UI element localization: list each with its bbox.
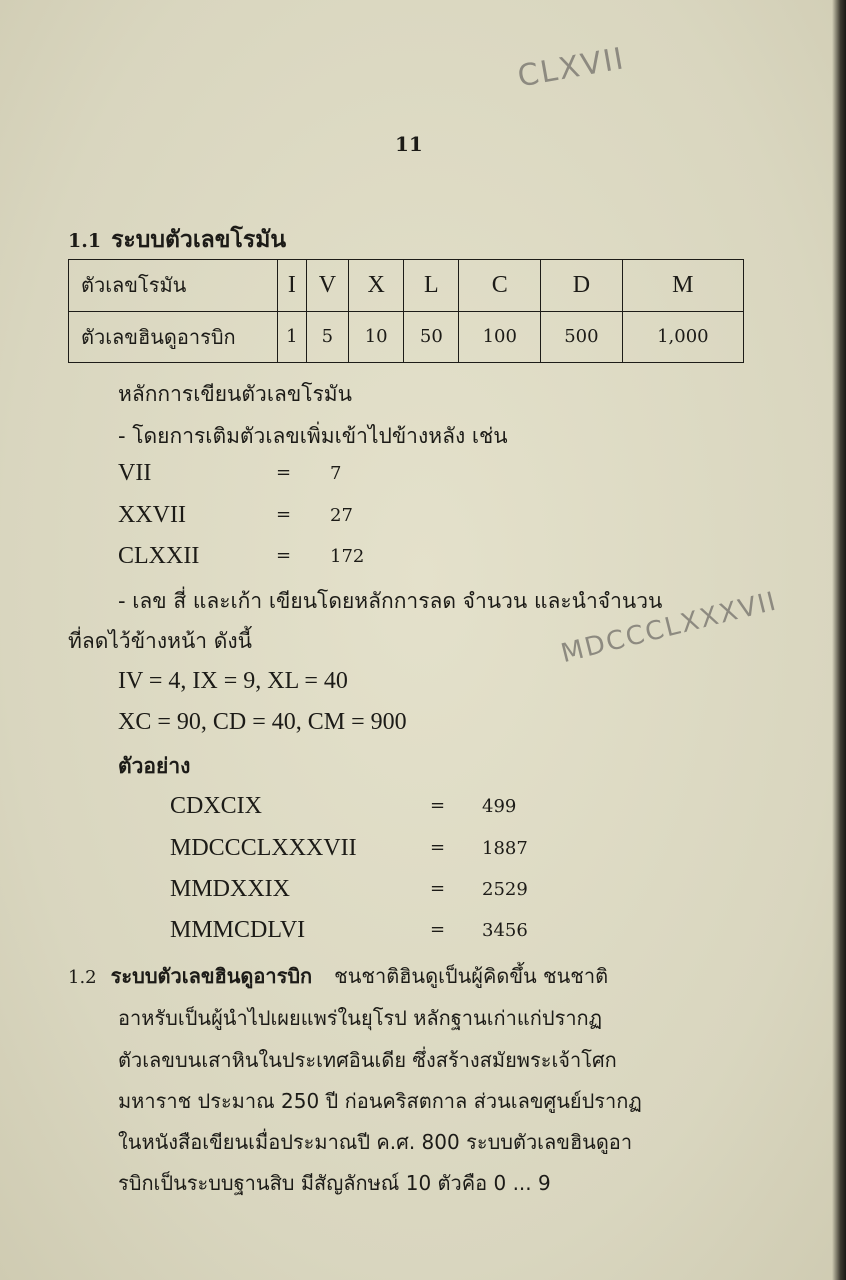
cell-value: 100 — [459, 311, 541, 363]
pencil-note-top: CLXVII — [515, 41, 628, 95]
page-edge-shadow — [832, 0, 846, 1280]
section-1-1-heading — [68, 222, 286, 258]
arabic-value: 1887 — [482, 838, 528, 859]
arabic-value: 27 — [330, 505, 353, 526]
section-1-2-line-5: ในหนังสือเขียนเมื่อประมาณปี ค.ศ. 800 ระบบตัวเลขฮินดูอา — [118, 1130, 633, 1154]
cell-value: 10 — [349, 311, 404, 363]
section-number: 1.2 — [68, 967, 97, 988]
roman-value: XXVII — [118, 502, 186, 528]
paragraph-text: ชนชาติฮินดูเป็นผู้คิดขึ้น ชนชาติ — [334, 964, 609, 988]
section-1-2-line-3: ตัวเลขบนเสาหินในประเทศอินเดีย ซึ่งสร้างสมัยพระเจ้าโศก — [118, 1048, 617, 1072]
cell-value: 1,000 — [622, 311, 743, 363]
arabic-value: 3456 — [482, 920, 528, 941]
section-1-2-line-1 — [68, 960, 608, 992]
examples-heading: ตัวอย่าง — [118, 754, 191, 778]
roman-value: CDXCIX — [170, 793, 263, 819]
cell-roman: D — [541, 260, 623, 312]
rule-subtractive-line-1: - เลข สี่ และเก้า เขียนโดยหลักการลด จำนวน และนำจำนวน — [118, 589, 663, 613]
arabic-value: 499 — [482, 796, 517, 817]
section-1-2-line-2: อาหรับเป็นผู้นำไปเผยแพร่ในยุโรป หลักฐานเก่าแก่ปรากฏ — [118, 1006, 603, 1030]
cell-roman: C — [459, 260, 541, 312]
section-title: ระบบตัวเลขฮินดูอารบิก — [110, 964, 313, 988]
equals-sign: = — [430, 837, 446, 858]
arabic-value: 2529 — [482, 879, 528, 900]
table-row-roman — [69, 260, 744, 312]
pencil-note-middle: MDCCCLXXXVII — [558, 586, 781, 670]
principles-heading: หลักการเขียนตัวเลขโรมัน — [118, 382, 352, 406]
page-number: 11 — [395, 132, 423, 156]
cell-value: 500 — [541, 311, 623, 363]
roman-value: CLXXII — [118, 543, 200, 569]
section-1-2-line-6: รบิกเป็นระบบฐานสิบ มีสัญลักษณ์ 10 ตัวคือ 0 ... 9 — [118, 1171, 551, 1195]
equals-sign: = — [276, 545, 292, 566]
equals-sign: = — [276, 462, 292, 483]
section-number: 1.1 — [68, 230, 102, 252]
roman-value: MDCCCLXXXVII — [170, 835, 357, 861]
rule-additive: - โดยการเติมตัวเลขเพิ่มเข้าไปข้างหลัง เช่น — [118, 424, 508, 448]
cell-roman: I — [278, 260, 307, 312]
equals-sign: = — [276, 504, 292, 525]
equals-sign: = — [430, 919, 446, 940]
equals-sign: = — [430, 795, 446, 816]
subtractive-examples-1: IV = 4, IX = 9, XL = 40 — [118, 668, 348, 694]
equals-sign: = — [430, 878, 446, 899]
table-row-hindu-arabic — [69, 311, 744, 363]
cell-roman: X — [349, 260, 404, 312]
row-label-hindu-arabic: ตัวเลขฮินดูอารบิก — [69, 311, 278, 363]
subtractive-examples-2: XC = 90, CD = 40, CM = 900 — [118, 709, 407, 735]
section-1-2-line-4: มหาราช ประมาณ 250 ปี ก่อนคริสตกาล ส่วนเลขศูนย์ปรากฏ — [118, 1089, 642, 1113]
arabic-value: 172 — [330, 546, 365, 567]
arabic-value: 7 — [330, 463, 342, 484]
cell-value: 50 — [404, 311, 459, 363]
roman-numeral-table — [68, 259, 744, 363]
rule-subtractive-line-2: ที่ลดไว้ข้างหน้า ดังนี้ — [68, 629, 253, 653]
roman-value: MMDXXIX — [170, 876, 290, 902]
cell-roman: L — [404, 260, 459, 312]
cell-roman: M — [622, 260, 743, 312]
row-label-roman: ตัวเลขโรมัน — [69, 260, 278, 312]
cell-roman: V — [306, 260, 348, 312]
roman-value: VII — [118, 460, 152, 486]
cell-value: 1 — [278, 311, 307, 363]
cell-value: 5 — [306, 311, 348, 363]
section-title: ระบบตัวเลขโรมัน — [111, 226, 287, 253]
roman-value: MMMCDLVI — [170, 917, 306, 943]
